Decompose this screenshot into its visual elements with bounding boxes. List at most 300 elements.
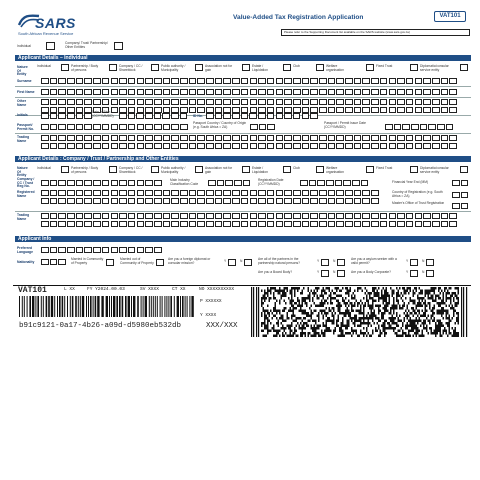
char-cell[interactable] <box>67 190 75 196</box>
char-cell[interactable] <box>197 221 205 227</box>
char-cell[interactable] <box>41 99 49 105</box>
char-cell[interactable] <box>276 89 284 95</box>
char-cell[interactable] <box>380 89 388 95</box>
char-cell[interactable] <box>362 221 370 227</box>
info-diplomat-n-checkbox[interactable] <box>244 259 252 266</box>
char-cell[interactable] <box>328 190 336 196</box>
char-cell[interactable] <box>389 99 397 105</box>
char-cell[interactable] <box>371 107 379 113</box>
char-cell[interactable] <box>171 135 179 141</box>
info-corporate-y-checkbox[interactable] <box>410 270 418 277</box>
char-cell[interactable] <box>93 89 101 95</box>
char-cell[interactable] <box>354 213 362 219</box>
char-cell[interactable] <box>428 124 436 130</box>
char-cell[interactable] <box>345 135 353 141</box>
char-cell[interactable] <box>276 198 284 204</box>
char-cell[interactable] <box>189 78 197 84</box>
char-cell[interactable] <box>197 198 205 204</box>
co-nature-option-checkbox[interactable] <box>151 166 159 173</box>
ind-firstname-field[interactable] <box>41 89 458 95</box>
char-cell[interactable] <box>197 190 205 196</box>
char-cell[interactable] <box>128 99 136 105</box>
co-country-field[interactable] <box>452 192 469 198</box>
info-corporate-n-checkbox[interactable] <box>426 270 434 277</box>
ind-surname-field[interactable] <box>41 78 458 84</box>
char-cell[interactable] <box>67 247 75 253</box>
char-cell[interactable] <box>197 135 205 141</box>
char-cell[interactable] <box>76 99 84 105</box>
ind-initials-field[interactable] <box>41 113 93 119</box>
char-cell[interactable] <box>154 124 162 130</box>
char-cell[interactable] <box>302 190 310 196</box>
char-cell[interactable] <box>58 221 66 227</box>
char-cell[interactable] <box>258 143 266 149</box>
co-reg-field[interactable] <box>41 180 163 186</box>
char-cell[interactable] <box>310 89 318 95</box>
char-cell[interactable] <box>180 190 188 196</box>
char-cell[interactable] <box>415 107 423 113</box>
char-cell[interactable] <box>58 190 66 196</box>
char-cell[interactable] <box>250 89 258 95</box>
ind-nature-option-checkbox[interactable] <box>283 64 291 71</box>
char-cell[interactable] <box>310 78 318 84</box>
char-cell[interactable] <box>362 143 370 149</box>
char-cell[interactable] <box>41 213 49 219</box>
char-cell[interactable] <box>76 221 84 227</box>
char-cell[interactable] <box>336 99 344 105</box>
char-cell[interactable] <box>276 143 284 149</box>
char-cell[interactable] <box>432 135 440 141</box>
char-cell[interactable] <box>76 198 84 204</box>
char-cell[interactable] <box>241 89 249 95</box>
char-cell[interactable] <box>93 213 101 219</box>
char-cell[interactable] <box>284 78 292 84</box>
ind-nature-option-checkbox[interactable] <box>316 64 324 71</box>
info-board-n-checkbox[interactable] <box>337 270 345 277</box>
char-cell[interactable] <box>241 135 249 141</box>
char-cell[interactable] <box>319 221 327 227</box>
char-cell[interactable] <box>385 124 393 130</box>
char-cell[interactable] <box>241 99 249 105</box>
char-cell[interactable] <box>336 78 344 84</box>
char-cell[interactable] <box>415 78 423 84</box>
char-cell[interactable] <box>93 143 101 149</box>
char-cell[interactable] <box>163 89 171 95</box>
char-cell[interactable] <box>223 213 231 219</box>
char-cell[interactable] <box>441 99 449 105</box>
char-cell[interactable] <box>449 135 457 141</box>
char-cell[interactable] <box>362 198 370 204</box>
char-cell[interactable] <box>423 78 431 84</box>
char-cell[interactable] <box>328 143 336 149</box>
char-cell[interactable] <box>432 89 440 95</box>
co-nature-option-checkbox[interactable] <box>109 166 117 173</box>
char-cell[interactable] <box>197 89 205 95</box>
char-cell[interactable] <box>345 78 353 84</box>
char-cell[interactable] <box>389 89 397 95</box>
char-cell[interactable] <box>432 213 440 219</box>
char-cell[interactable] <box>328 213 336 219</box>
char-cell[interactable] <box>241 113 249 119</box>
char-cell[interactable] <box>362 78 370 84</box>
char-cell[interactable] <box>411 124 419 130</box>
char-cell[interactable] <box>452 203 460 209</box>
char-cell[interactable] <box>258 89 266 95</box>
char-cell[interactable] <box>423 135 431 141</box>
char-cell[interactable] <box>180 78 188 84</box>
char-cell[interactable] <box>163 198 171 204</box>
char-cell[interactable] <box>423 99 431 105</box>
char-cell[interactable] <box>250 190 258 196</box>
char-cell[interactable] <box>50 135 58 141</box>
char-cell[interactable] <box>310 99 318 105</box>
char-cell[interactable] <box>154 221 162 227</box>
ind-nature-option-checkbox[interactable] <box>366 64 374 71</box>
char-cell[interactable] <box>328 89 336 95</box>
char-cell[interactable] <box>250 143 258 149</box>
char-cell[interactable] <box>397 143 405 149</box>
char-cell[interactable] <box>50 89 58 95</box>
char-cell[interactable] <box>180 89 188 95</box>
char-cell[interactable] <box>197 99 205 105</box>
char-cell[interactable] <box>423 143 431 149</box>
char-cell[interactable] <box>354 143 362 149</box>
char-cell[interactable] <box>111 180 119 186</box>
char-cell[interactable] <box>406 143 414 149</box>
char-cell[interactable] <box>119 190 127 196</box>
char-cell[interactable] <box>215 213 223 219</box>
char-cell[interactable] <box>241 221 249 227</box>
char-cell[interactable] <box>50 198 58 204</box>
char-cell[interactable] <box>371 190 379 196</box>
char-cell[interactable] <box>137 99 145 105</box>
char-cell[interactable] <box>326 180 334 186</box>
char-cell[interactable] <box>258 190 266 196</box>
co-nature-option-checkbox[interactable] <box>410 166 418 173</box>
char-cell[interactable] <box>171 198 179 204</box>
char-cell[interactable] <box>397 213 405 219</box>
ind-passport-country-field[interactable] <box>250 124 276 130</box>
char-cell[interactable] <box>154 247 162 253</box>
char-cell[interactable] <box>309 180 317 186</box>
char-cell[interactable] <box>406 213 414 219</box>
char-cell[interactable] <box>180 198 188 204</box>
char-cell[interactable] <box>145 213 153 219</box>
char-cell[interactable] <box>76 89 84 95</box>
info-married-comm-checkbox[interactable] <box>106 259 114 266</box>
char-cell[interactable] <box>137 190 145 196</box>
char-cell[interactable] <box>111 89 119 95</box>
char-cell[interactable] <box>258 221 266 227</box>
char-cell[interactable] <box>371 213 379 219</box>
co-masters-field[interactable] <box>452 203 469 209</box>
char-cell[interactable] <box>128 247 136 253</box>
char-cell[interactable] <box>232 190 240 196</box>
ind-dob-field[interactable] <box>119 113 189 119</box>
char-cell[interactable] <box>441 135 449 141</box>
char-cell[interactable] <box>58 198 66 204</box>
char-cell[interactable] <box>128 143 136 149</box>
char-cell[interactable] <box>67 89 75 95</box>
char-cell[interactable] <box>223 143 231 149</box>
ind-nature-option-checkbox[interactable] <box>61 64 69 71</box>
char-cell[interactable] <box>58 89 66 95</box>
char-cell[interactable] <box>137 143 145 149</box>
char-cell[interactable] <box>380 107 388 113</box>
char-cell[interactable] <box>102 247 110 253</box>
char-cell[interactable] <box>452 192 460 198</box>
char-cell[interactable] <box>223 113 231 119</box>
char-cell[interactable] <box>93 190 101 196</box>
char-cell[interactable] <box>180 99 188 105</box>
char-cell[interactable] <box>93 124 101 130</box>
info-married-out-checkbox[interactable] <box>156 259 164 266</box>
char-cell[interactable] <box>258 135 266 141</box>
char-cell[interactable] <box>102 190 110 196</box>
char-cell[interactable] <box>328 107 336 113</box>
char-cell[interactable] <box>76 78 84 84</box>
char-cell[interactable] <box>380 135 388 141</box>
char-cell[interactable] <box>302 99 310 105</box>
char-cell[interactable] <box>171 78 179 84</box>
char-cell[interactable] <box>232 78 240 84</box>
char-cell[interactable] <box>354 99 362 105</box>
char-cell[interactable] <box>310 213 318 219</box>
char-cell[interactable] <box>293 143 301 149</box>
char-cell[interactable] <box>58 213 66 219</box>
char-cell[interactable] <box>189 135 197 141</box>
char-cell[interactable] <box>362 135 370 141</box>
char-cell[interactable] <box>111 213 119 219</box>
char-cell[interactable] <box>180 113 188 119</box>
char-cell[interactable] <box>300 180 308 186</box>
char-cell[interactable] <box>93 221 101 227</box>
char-cell[interactable] <box>180 221 188 227</box>
char-cell[interactable] <box>84 99 92 105</box>
char-cell[interactable] <box>243 180 251 186</box>
char-cell[interactable] <box>119 113 127 119</box>
char-cell[interactable] <box>397 135 405 141</box>
char-cell[interactable] <box>41 247 49 253</box>
char-cell[interactable] <box>328 135 336 141</box>
char-cell[interactable] <box>415 89 423 95</box>
char-cell[interactable] <box>371 78 379 84</box>
info-board-y-checkbox[interactable] <box>321 270 329 277</box>
char-cell[interactable] <box>84 89 92 95</box>
char-cell[interactable] <box>189 143 197 149</box>
char-cell[interactable] <box>415 143 423 149</box>
char-cell[interactable] <box>137 247 145 253</box>
char-cell[interactable] <box>137 198 145 204</box>
char-cell[interactable] <box>432 221 440 227</box>
char-cell[interactable] <box>50 143 58 149</box>
char-cell[interactable] <box>67 135 75 141</box>
ind-passport-field[interactable] <box>41 124 189 130</box>
char-cell[interactable] <box>171 89 179 95</box>
char-cell[interactable] <box>267 89 275 95</box>
char-cell[interactable] <box>389 143 397 149</box>
char-cell[interactable] <box>50 247 58 253</box>
char-cell[interactable] <box>354 107 362 113</box>
char-cell[interactable] <box>84 113 92 119</box>
char-cell[interactable] <box>354 78 362 84</box>
co-trading-field-2[interactable] <box>41 221 458 227</box>
char-cell[interactable] <box>197 213 205 219</box>
char-cell[interactable] <box>267 190 275 196</box>
char-cell[interactable] <box>241 190 249 196</box>
char-cell[interactable] <box>284 99 292 105</box>
info-partners-y-checkbox[interactable] <box>321 259 329 266</box>
ind-id-field[interactable] <box>206 113 319 119</box>
char-cell[interactable] <box>119 89 127 95</box>
char-cell[interactable] <box>371 99 379 105</box>
char-cell[interactable] <box>119 143 127 149</box>
char-cell[interactable] <box>293 213 301 219</box>
ind-nature-option-checkbox[interactable] <box>460 64 468 71</box>
char-cell[interactable] <box>215 113 223 119</box>
char-cell[interactable] <box>241 78 249 84</box>
char-cell[interactable] <box>328 78 336 84</box>
char-cell[interactable] <box>432 143 440 149</box>
char-cell[interactable] <box>102 180 110 186</box>
char-cell[interactable] <box>102 124 110 130</box>
char-cell[interactable] <box>145 113 153 119</box>
char-cell[interactable] <box>128 89 136 95</box>
char-cell[interactable] <box>345 213 353 219</box>
char-cell[interactable] <box>41 89 49 95</box>
char-cell[interactable] <box>50 213 58 219</box>
char-cell[interactable] <box>102 89 110 95</box>
char-cell[interactable] <box>354 198 362 204</box>
char-cell[interactable] <box>249 113 257 119</box>
char-cell[interactable] <box>58 113 66 119</box>
char-cell[interactable] <box>50 113 58 119</box>
char-cell[interactable] <box>452 180 460 186</box>
char-cell[interactable] <box>354 135 362 141</box>
char-cell[interactable] <box>232 213 240 219</box>
char-cell[interactable] <box>371 89 379 95</box>
char-cell[interactable] <box>206 143 214 149</box>
char-cell[interactable] <box>319 78 327 84</box>
char-cell[interactable] <box>276 213 284 219</box>
char-cell[interactable] <box>232 221 240 227</box>
char-cell[interactable] <box>206 213 214 219</box>
char-cell[interactable] <box>241 143 249 149</box>
char-cell[interactable] <box>319 190 327 196</box>
char-cell[interactable] <box>371 135 379 141</box>
char-cell[interactable] <box>206 99 214 105</box>
char-cell[interactable] <box>41 180 49 186</box>
char-cell[interactable] <box>354 89 362 95</box>
char-cell[interactable] <box>250 124 258 130</box>
char-cell[interactable] <box>437 124 445 130</box>
char-cell[interactable] <box>284 221 292 227</box>
char-cell[interactable] <box>319 135 327 141</box>
ind-passport-issue-field[interactable] <box>385 124 455 130</box>
char-cell[interactable] <box>154 198 162 204</box>
char-cell[interactable] <box>58 78 66 84</box>
char-cell[interactable] <box>215 78 223 84</box>
char-cell[interactable] <box>206 113 214 119</box>
char-cell[interactable] <box>284 190 292 196</box>
char-cell[interactable] <box>423 107 431 113</box>
char-cell[interactable] <box>189 89 197 95</box>
char-cell[interactable] <box>449 143 457 149</box>
char-cell[interactable] <box>206 198 214 204</box>
char-cell[interactable] <box>197 107 205 113</box>
company-checkbox[interactable] <box>114 42 123 50</box>
char-cell[interactable] <box>293 135 301 141</box>
ind-othername-field-1[interactable] <box>41 99 458 105</box>
char-cell[interactable] <box>41 135 49 141</box>
co-nature-option-checkbox[interactable] <box>366 166 374 173</box>
char-cell[interactable] <box>154 113 162 119</box>
char-cell[interactable] <box>171 190 179 196</box>
char-cell[interactable] <box>137 213 145 219</box>
char-cell[interactable] <box>267 124 275 130</box>
char-cell[interactable] <box>119 198 127 204</box>
char-cell[interactable] <box>276 99 284 105</box>
char-cell[interactable] <box>302 113 310 119</box>
char-cell[interactable] <box>41 143 49 149</box>
char-cell[interactable] <box>154 143 162 149</box>
char-cell[interactable] <box>354 221 362 227</box>
char-cell[interactable] <box>171 124 179 130</box>
char-cell[interactable] <box>137 135 145 141</box>
char-cell[interactable] <box>380 221 388 227</box>
char-cell[interactable] <box>310 143 318 149</box>
char-cell[interactable] <box>128 198 136 204</box>
char-cell[interactable] <box>84 124 92 130</box>
char-cell[interactable] <box>50 259 58 265</box>
char-cell[interactable] <box>67 180 75 186</box>
char-cell[interactable] <box>276 190 284 196</box>
char-cell[interactable] <box>449 221 457 227</box>
info-asylum-y-checkbox[interactable] <box>410 259 418 266</box>
char-cell[interactable] <box>128 135 136 141</box>
char-cell[interactable] <box>362 89 370 95</box>
char-cell[interactable] <box>423 89 431 95</box>
char-cell[interactable] <box>302 78 310 84</box>
char-cell[interactable] <box>232 198 240 204</box>
char-cell[interactable] <box>415 213 423 219</box>
char-cell[interactable] <box>293 221 301 227</box>
char-cell[interactable] <box>250 78 258 84</box>
char-cell[interactable] <box>267 78 275 84</box>
char-cell[interactable] <box>250 135 258 141</box>
char-cell[interactable] <box>111 124 119 130</box>
char-cell[interactable] <box>406 135 414 141</box>
info-language-field[interactable] <box>41 247 163 253</box>
char-cell[interactable] <box>41 113 49 119</box>
char-cell[interactable] <box>215 89 223 95</box>
char-cell[interactable] <box>76 135 84 141</box>
co-nature-option-checkbox[interactable] <box>460 166 468 173</box>
char-cell[interactable] <box>389 221 397 227</box>
char-cell[interactable] <box>128 213 136 219</box>
char-cell[interactable] <box>50 78 58 84</box>
char-cell[interactable] <box>345 99 353 105</box>
char-cell[interactable] <box>76 113 84 119</box>
char-cell[interactable] <box>76 190 84 196</box>
char-cell[interactable] <box>284 89 292 95</box>
char-cell[interactable] <box>145 198 153 204</box>
char-cell[interactable] <box>223 78 231 84</box>
char-cell[interactable] <box>389 135 397 141</box>
char-cell[interactable] <box>119 135 127 141</box>
info-asylum-n-checkbox[interactable] <box>426 259 434 266</box>
char-cell[interactable] <box>319 89 327 95</box>
